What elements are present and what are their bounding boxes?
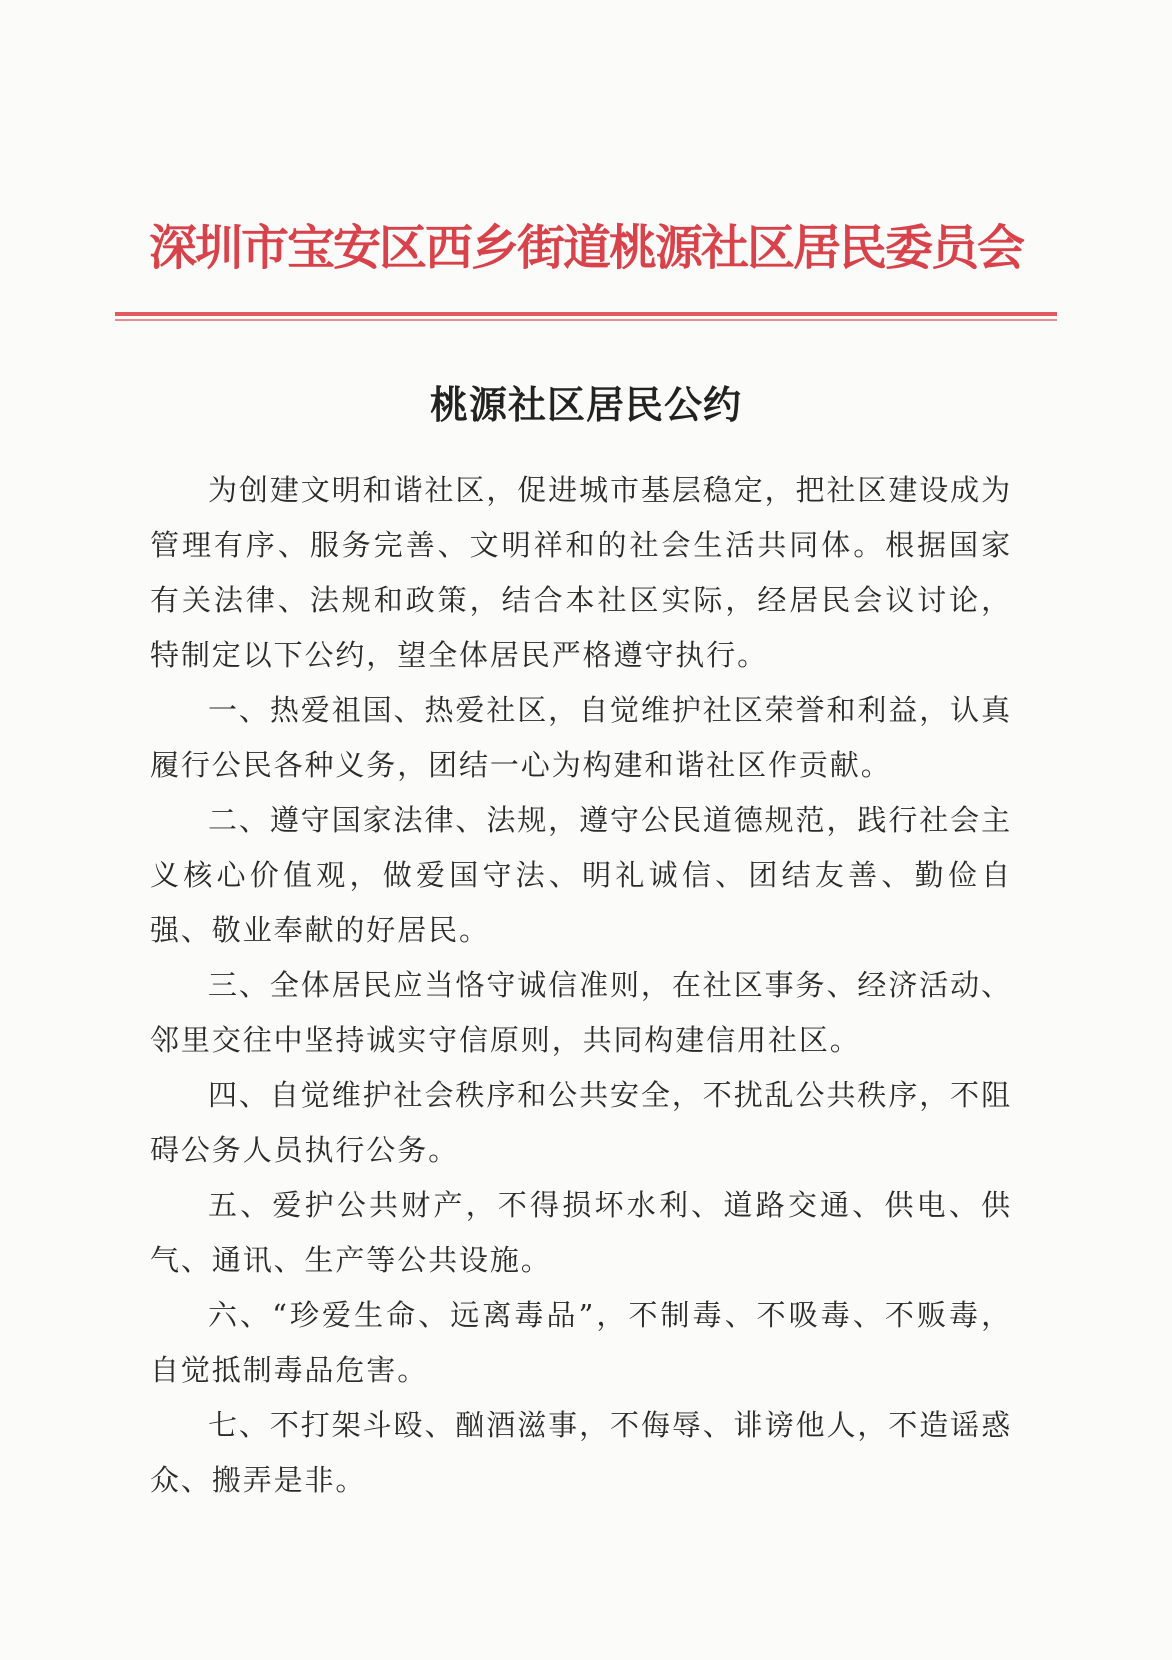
article-6: 六、“珍爱生命、远离毒品”，不制毒、不吸毒、不贩毒，自觉抵制毒品危害。: [150, 1298, 1012, 1387]
letterhead-title: 深圳市宝安区西乡街道桃源社区居民委员会: [148, 220, 1023, 276]
letterhead-rule-thick: [115, 312, 1057, 316]
document-title: 桃源社区居民公约: [429, 383, 742, 427]
document-body: [150, 463, 1012, 1508]
article-5: 五、爱护公共财产，不得损坏水利、道路交通、供电、供气、通讯、生产等公共设施。: [150, 1188, 1012, 1277]
letterhead-rule-thin: [115, 319, 1057, 321]
article-2: 二、遵守国家法律、法规，遵守公民道德规范，践行社会主义核心价值观，做爱国守法、明礼诚信、团结友善、勤俭自强、敬业奉献的好居民。: [150, 803, 1012, 947]
article-1: 一、热爱祖国、热爱社区，自觉维护社区荣誉和利益，认真履行公民各种义务，团结一心为构建和谐社区作贡献。: [150, 693, 1012, 782]
article-4: 四、自觉维护社会秩序和公共安全，不扰乱公共秩序，不阻碍公务人员执行公务。: [150, 1078, 1012, 1167]
intro-paragraph: 为创建文明和谐社区，促进城市基层稳定，把社区建设成为管理有序、服务完善、文明祥和的社会生活共同体。根据国家有关法律、法规和政策，结合本社区实际，经居民会议讨论，特制定以下公约，望全体居民严格遵守执行。: [150, 473, 1012, 672]
article-3: 三、全体居民应当恪守诚信准则，在社区事务、经济活动、邻里交往中坚持诚实守信原则，共同构建信用社区。: [150, 968, 1012, 1057]
article-7: 七、不打架斗殴、酗酒滋事，不侮辱、诽谤他人，不造谣惑众、搬弄是非。: [150, 1408, 1012, 1497]
